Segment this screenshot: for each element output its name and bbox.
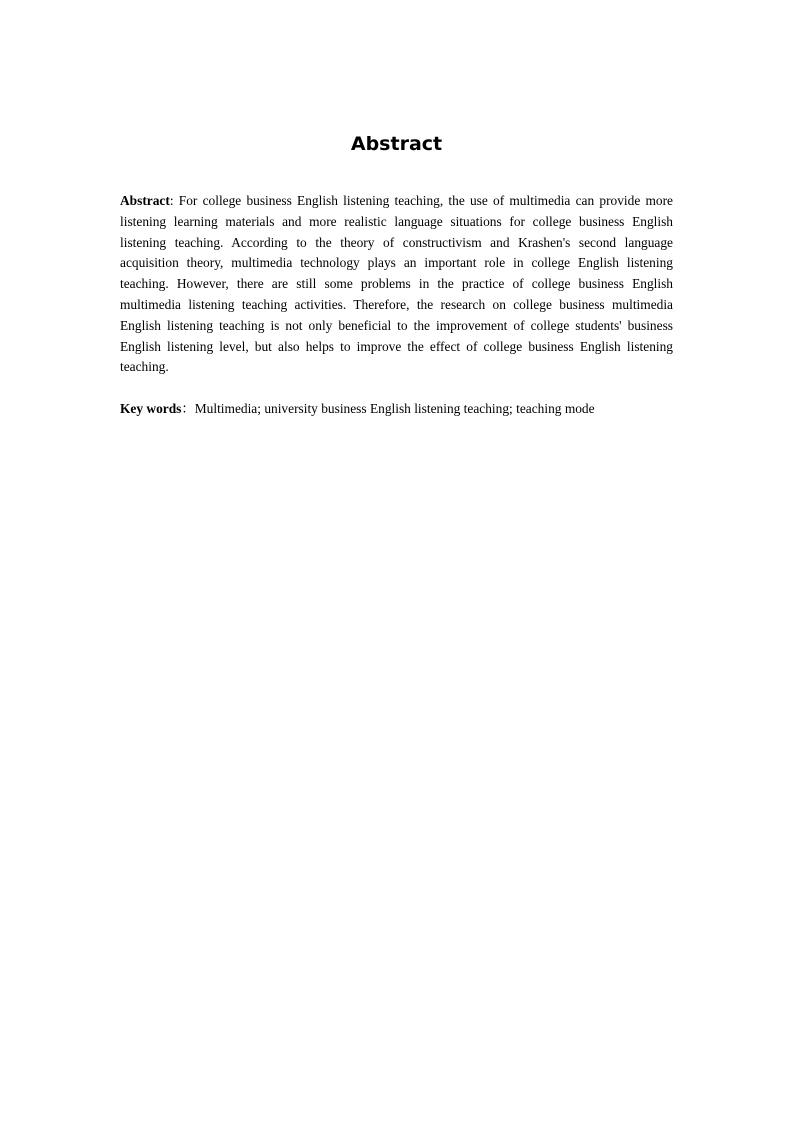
keywords-label: Key words [120, 401, 182, 416]
keywords-separator: ： [181, 401, 195, 416]
abstract-separator: : [169, 193, 179, 208]
abstract-label: Abstract [120, 193, 170, 208]
keywords-paragraph [120, 399, 673, 420]
page-title: Abstract [350, 133, 443, 155]
abstract-paragraph [120, 191, 673, 378]
keywords-text: Multimedia; university business English listening teaching; teaching mode [194, 401, 595, 416]
abstract-text: For college business English listening teaching, the use of multimedia can provide more listening learning materials and more realistic language situations for college business English listening teaching. According to the theory of constructivism and Krashen's second language acquisition theory, multimedia technology plays an important role in college English listening teaching. However, there are still some problems in the practice of college business English multimedia listening teaching activities. Therefore, the research on college business multimedia English listening teaching is not only beneficial to the improvement of college students' business English listening level, but also helps to improve the effect of college business English listening teaching. [120, 193, 673, 375]
